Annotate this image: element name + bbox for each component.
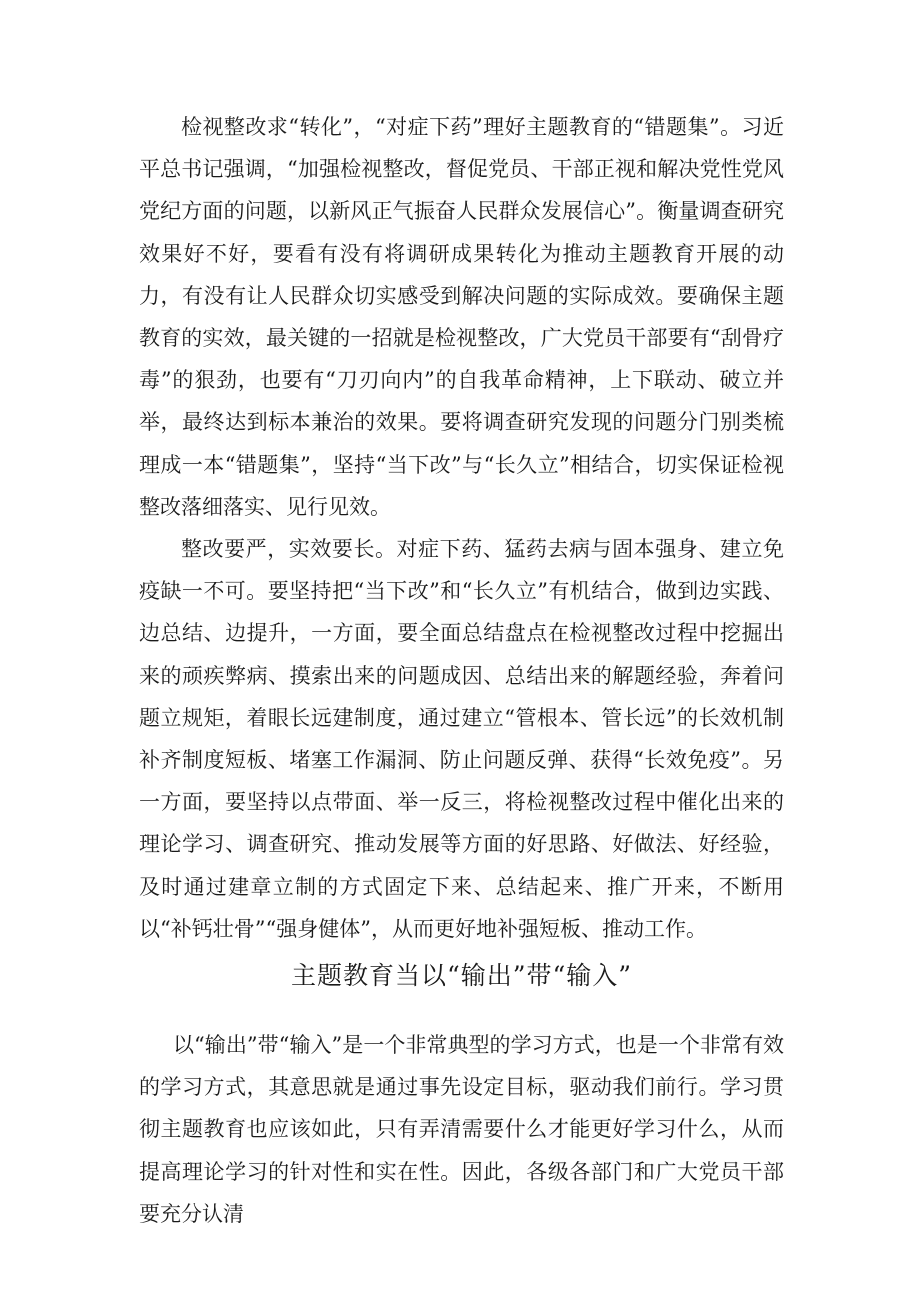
paragraph-inspection-rectification: 检视整改求“转化”，“对症下药”理好主题教育的“错题集”。习近平总书记强调，“加强检视整改，督促党员、干部正视和解决党性党风党纪方面的问题，以新风正气振奋人民群众发展信心”。衡量调查研究效果好不好，要看有没有将调研成果转化为推动主题教育开展的动力，有没有让人民群众切实感受到解决问题的实际成效。要确保主题教育的实效，最关键的一招就是检视整改，广大党员干部要有“刮骨疗毒”的狠劲，也要有“刀刃向内”的自我革命精神，上下联动、破立并举，最终达到标本兼治的效果。要将调查研究发现的问题分门别类梳理成一本“错题集”，坚持“当下改”与“长久立”相结合，切实保证检视整改落细落实、见行见效。 (139, 115, 784, 519)
paragraph-output-input: 以“输出”带“输入”是一个非常典型的学习方式，也是一个非常有效的学习方式，其意思就是通过事先设定目标，驱动我们前行。学习贯彻主题教育也应该如此，只有弄清需要什么才能更好学习什么，从而提高理论学习的针对性和实在性。因此，各级各部门和广大党员干部要充分认清 (139, 1033, 784, 1226)
section-heading: 主题教育当以“输出”带“输入” (290, 961, 633, 991)
document-body (139, 106, 784, 1235)
paragraph-strict-rectification: 整改要严，实效要长。对症下药、猛药去病与固本强身、建立免疫缺一不可。要坚持把“当下改”和“长久立”有机结合，做到边实践、边总结、边提升，一方面，要全面总结盘点在检视整改过程中挖掘出来的顽疾弊病、摸索出来的问题成因、总结出来的解题经验，奔着问题立规矩，着眼长远建制度，通过建立“管根本、管长远”的长效机制补齐制度短板、堵塞工作漏洞、防止问题反弹、获得“长效免疫”。另一方面，要坚持以点带面、举一反三，将检视整改过程中催化出来的理论学习、调查研究、推动发展等方面的好思路、好做法、好经验，及时通过建章立制的方式固定下来、总结起来、推广开来，不断用以“补钙壮骨”“强身健体”，从而更好地补强短板、推动工作。 (139, 537, 784, 941)
